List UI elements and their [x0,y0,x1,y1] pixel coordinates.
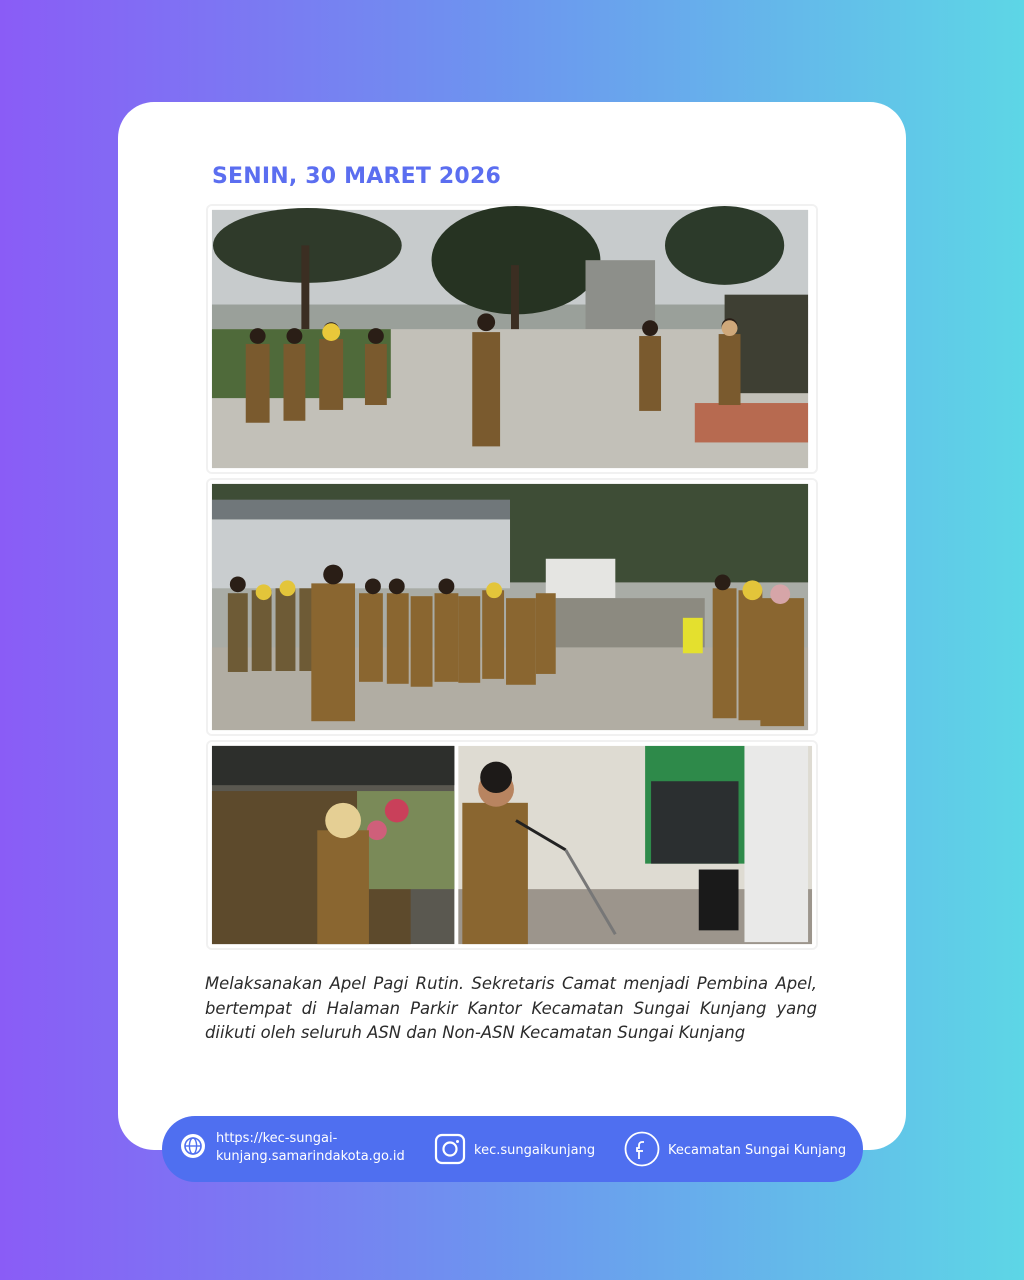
footer-instagram-link[interactable] [434,1133,595,1169]
footer-facebook-text: Kecamatan Sungai Kunjang [668,1143,847,1158]
photo-speakers [206,740,818,950]
post-caption: Melaksanakan Apel Pagi Rutin. Sekretaris Camat menjadi Pembina Apel, bertempat di Halaman Parkir Kantor Kecamatan Sungai Kunjang yang diikuti oleh seluruh ASN dan Non-ASN Kecamatan Sungai Kunjang [205,974,817,1042]
photo-participants [206,478,818,736]
footer-instagram-text: kec.sungaikunjang [474,1143,596,1158]
globe-icon [180,1133,206,1163]
footer-bar [162,1116,863,1182]
instagram-icon [434,1133,466,1169]
facebook-icon [624,1131,660,1171]
footer-website-link[interactable] [180,1130,416,1166]
photo-ceremony-wide [206,204,818,474]
footer-website-text: https://kec-sungai-kunjang.samarindakota.go.id [216,1131,405,1164]
footer-facebook-link[interactable] [624,1131,846,1171]
post-date: SENIN, 30 MARET 2026 [212,164,501,189]
